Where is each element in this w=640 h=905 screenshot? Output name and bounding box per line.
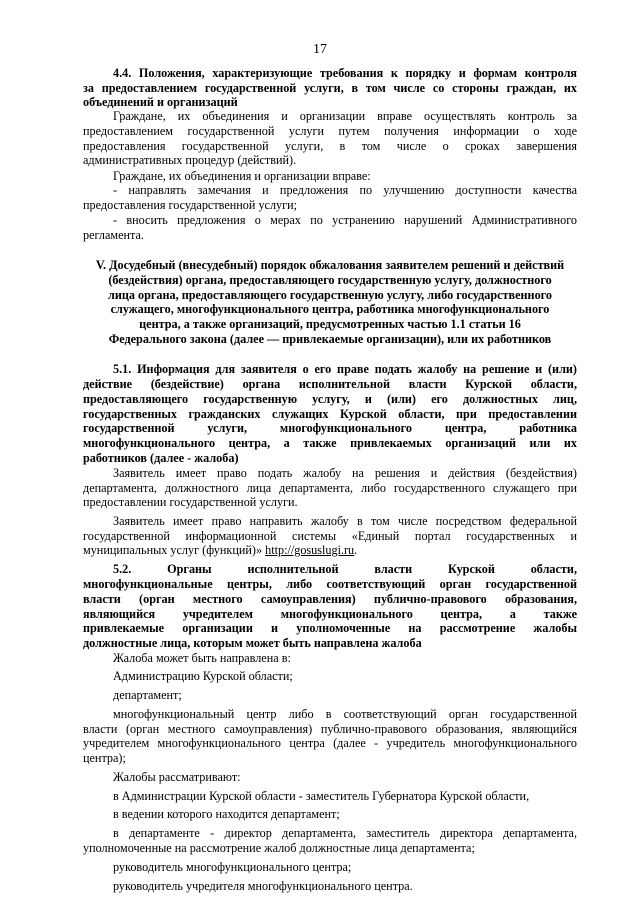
text-line: муниципальных услуг (функций)» http://gosuslugi.ru. [83,543,358,557]
text-line: Заявитель имеет право направить жалобу в том числе посредством федеральной [113,514,577,528]
text-line: департамент; [113,688,182,702]
text-line: регламента. [83,228,144,242]
text-line: предоставления государственной услуги; [83,198,298,212]
heading-line: государственных гражданских служащих Курской области, при предоставлении [83,407,577,421]
heading-line: должностные лица, которым может быть направлена жалоба [83,636,422,650]
text-line: - направлять замечания и предложения по улучшению доступности качества [113,183,577,197]
heading-line: работников (далее - жалоба) [83,451,239,465]
text-line: многофункциональный центр либо в соответствующий орган государственной [113,707,577,721]
gosuslugi-link[interactable]: http://gosuslugi.ru [265,543,355,557]
heading-line: Федерального закона (далее — привлекаемые организации), или их работников [108,332,552,346]
text-line: центра); [83,751,126,765]
text-line: - вносить предложения о мерах по устранению нарушений Административного [113,213,577,227]
heading-line: привлекаемые организации и уполномоченные на рассмотрение жалобы [83,621,577,635]
heading-line: за предоставлением государственной услуги, в том числе со стороны граждан, их [83,81,577,95]
text-line: в департаменте - директор департамента, заместитель директора департамента, [113,826,577,840]
text-line: уполномоченные на рассмотрение жалоб должностные лица департамента; [83,841,475,855]
heading-line: 4.4. Положения, характеризующие требования к порядку и формам контроля [113,66,577,80]
text-line: государственной информационной системы «Единый портал государственных и [83,529,577,543]
heading-line: многофункциональные центры, либо соответствующий орган государственной [83,577,577,591]
text-line: руководитель многофункционального центра; [113,860,352,874]
text-line: Администрацию Курской области; [113,669,293,683]
heading-line: государственной услуги, многофункционального центра, работника [83,421,577,435]
heading-line: V. Досудебный (внесудебный) порядок обжалования заявителем решений и действий [95,258,565,272]
text-line: предоставлении государственной услуги. [83,495,298,509]
text-line: руководитель учредителя многофункционального центра. [113,879,413,893]
text-line: Граждане, их объединения и организации вправе: [113,169,371,183]
heading-line: лица органа, предоставляющего государственную услугу, либо государственного [107,288,552,302]
heading-line: (бездействия) органа, предоставляющего государственную услугу, должностного [108,273,552,287]
heading-line: власти (орган местного самоуправления) публично-правового образования, [83,592,577,606]
heading-line: центра, а также организаций, предусмотренных частью 1.1 статьи 16 [139,317,521,331]
text-line: в ведении которого находится департамент; [113,807,340,821]
text-line: в Администрации Курской области - заместитель Губернатора Курской области, [113,789,530,803]
text-line: предоставления государственной услуги, в том числе о сроках завершения [83,139,577,153]
text-line: Заявитель имеет право подать жалобу на решения и действия (бездействия) [113,466,577,480]
text-line: предоставлением государственной услуги путем получения информации о ходе [83,124,577,138]
page-number: 17 [313,42,327,57]
heading-line: являющийся учредителем многофункционального центра, а также [83,607,577,621]
text-line: учредителем многофункционального центра (далее - учредитель многофункционального [83,736,577,750]
heading-line: объединений и организаций [83,95,238,109]
heading-line: действие (бездействие) органа исполнительной власти Курской области, [83,377,577,391]
text-line: власти (орган местного самоуправления) публично-правового образования, являющийся [83,722,577,736]
text-line: Жалобы рассматривают: [113,770,241,784]
heading-line: 5.1. Информация для заявителя о его праве подать жалобу на решение и (или) [113,362,577,376]
heading-line: предоставляющего государственную услугу, и (или) его должностных лиц, [83,392,577,406]
text-line: Граждане, их объединения и организации вправе осуществлять контроль за [113,109,577,123]
heading-line: служащего, многофункционального центра, работника многофункционального [110,302,550,316]
text-line: административных процедур (действий). [83,153,297,167]
heading-line: многофункционального центра, а также привлекаемых организаций или их [83,436,577,450]
text-line: департамента, должностного лица департамента, либо государственного служащего при [83,481,577,495]
text-line: Жалоба может быть направлена в: [113,651,291,665]
heading-line: 5.2. Органы исполнительной власти Курской области, [113,562,577,576]
